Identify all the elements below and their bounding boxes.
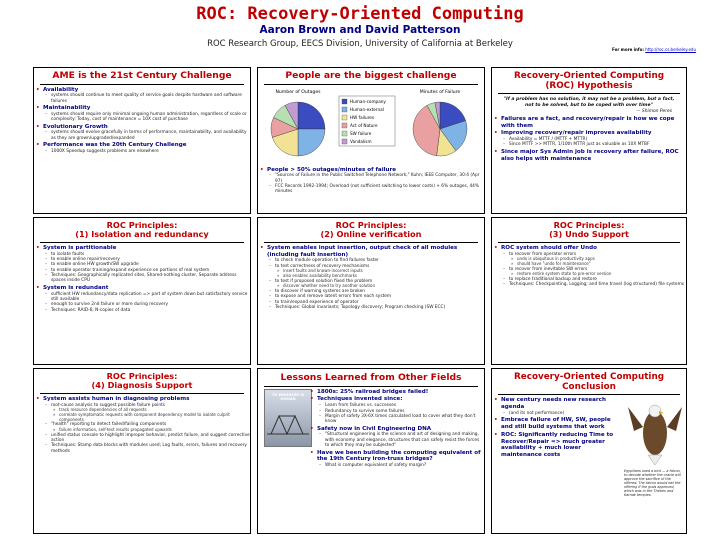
- panel-ame-title: AME is the 21st Century Challenge: [52, 70, 232, 81]
- undo-bullet: • ROC system should offer Undo – to recover from operator errors » undo is ubiquitous in productivity apps » should have "undo for maintenance" – to recover from inevitable SW errors » restore entire system state to pre-error version – to replace traditional backup and restore – Techniques: Checkpointing, Logging; and time travel (log structured) file systems: [501, 245, 686, 288]
- panel-undo-title-2: (3) Undo Support: [549, 229, 629, 240]
- sub-bullet-item: – Since MTTF >> MTTR, 1/10th MTTR just as valuable as 10X MTBF: [509, 142, 686, 147]
- undo-sub: – to recover from inevitable SW errors » restore entire system state to pre-error version: [509, 267, 686, 277]
- online-sub: – to discover if warning systems are broken: [275, 289, 484, 294]
- online-sub: – to check module operation to find failures faster: [275, 258, 484, 263]
- poster-affiliation: ROC Research Group, EECS Division, University of California at Berkeley: [207, 39, 513, 49]
- sub-bullet-item: – enough to survive 2nd failure or more during recovery: [51, 302, 250, 307]
- legend-label: Act of Nature: [350, 122, 378, 128]
- sub-bullet-item: – Margin of safety 3X-6X times calculated load to cover what they don't know: [325, 414, 484, 425]
- panel-diagnosis: [33, 368, 251, 534]
- diagnosis-sub: – unified status console to highlight improper behavior, predict failure, and suggest corrective action: [51, 433, 250, 444]
- legend-label: Human-external: [350, 106, 384, 112]
- pie-title: Minutes of Failure: [419, 89, 461, 95]
- online-sub: – to expose and remove latent errors from each system: [275, 294, 484, 299]
- panel-conclusion-title-1: Recovery-Oriented Computing: [513, 372, 665, 382]
- diagnosis-sub: – "health" reporting to detect failed/failing components » failure information, self-test results propagated upwards: [51, 422, 250, 432]
- legend-swatch: [342, 107, 347, 112]
- bullet-item: • Performance was the 20th Century Challenge – 1000X Speedup suggests problems are elsewhere: [43, 142, 250, 154]
- panel-hypothesis: [491, 67, 687, 214]
- undo-sub: – Techniques: Checkpointing, Logging; and time travel (log structured) file systems: [509, 282, 686, 287]
- panel-diagnosis-title-1: ROC Principles:: [106, 371, 178, 381]
- sub-bullet-item: – Techniques: RAID-6; N-copies of data: [51, 308, 250, 313]
- online-sub: – to test if proposed solution fixed the problem » discover whether need to try another solution: [275, 279, 484, 289]
- online-sub: – Techniques: Global invariants; Topology discovery; Program checking (SW ECC): [275, 305, 484, 310]
- panel-diagnosis-list: [34, 396, 250, 454]
- undo-subsub: » should have "undo for maintenance": [517, 262, 686, 267]
- legend-label: HW failures: [350, 114, 375, 120]
- sub-bullet-item: – sufficient HW redundancy/data replication => part of system down but satisfactory service still available: [51, 292, 250, 303]
- diagnosis-subsub: » failure information, self-test results propagated upwards: [59, 428, 250, 433]
- bullet-item: • Improving recovery/repair improves availability – Availability = MTTF / (MTTF + MTTR) – Since MTTF >> MTTR, 1/10th MTTR just as valuable as 10X MTBF: [501, 130, 686, 148]
- pie-charts: [258, 85, 482, 165]
- peres-quote-author: — Shimon Peres: [636, 108, 672, 114]
- sub-bullet-item: – systems should require only minimal ongoing human administration, regardless of scale or complexity: Today, cost of maintenance = 10X cost of purchase: [51, 112, 250, 123]
- bridge-illustration: [265, 404, 311, 444]
- more-info-link[interactable]: http://roc.cs.berkeley.edu: [645, 47, 697, 52]
- sub-bullet-item: – "Sources of Failure in the Public Switched Telephone Network," Kuhn; IEEE Computer, 30:4 (Apr 97): [275, 173, 484, 184]
- diagnosis-bullet: • System assists human in diagnosing problems – root-cause analysis to suggest possible failure points » track resource dependencies of all requests » correlate symptomatic requests with component dependency model to isolate culprit components – "health" reporting to detect failed/failing components » failure information, self-test results propagated upwards – unified status console to highlight improper behavior, predict failure, and suggest corrective action – Techniques: Stamp data blocks with modules used; Log faults, errors, failures and recovery methods: [43, 396, 250, 454]
- online-sub: – to test correctness of recovery mechanisms » insert faults and known-incorrect inputs » also enables availability benchmarks: [275, 264, 484, 279]
- eagle-caption: Egyptians used a bird — a falcon, to decode whether the oracle will approve the sacrifice of the offered. The falcon would eat the offering if the gods approved, which was in the Thebes and Karnak temples.: [624, 469, 681, 498]
- bullet-item: • Techniques invented since: – Learn from failures vs. successes – Redundancy to survive some failures – Margin of safety 3X-6X times calculated load to cover what they don't know: [317, 396, 484, 424]
- diagnosis-sub: – root-cause analysis to suggest possible failure points » track resource dependencies of all requests » correlate symptomatic requests with component dependency model to isolate culprit components: [51, 403, 250, 423]
- diagnosis-subsub: » correlate symptomatic requests with component dependency model to isolate culprit components: [59, 413, 250, 423]
- undo-sub: – to recover from operator errors » undo is ubiquitous in productivity apps » should have "undo for maintenance": [509, 252, 686, 267]
- diagnosis-sub: – Techniques: Stamp data blocks with modules used; Log faults, errors, failures and recovery methods: [51, 443, 250, 454]
- panel-conclusion-title-2: Conclusion: [562, 382, 616, 393]
- online-subsub: » also enables availability benchmarks: [283, 274, 484, 279]
- bullet-item: • Availability – systems should continue to meet quality of service goals despite hardware and software failures: [43, 87, 250, 105]
- poster-title: ROC: Recovery-Oriented Computing: [196, 4, 524, 24]
- panel-lessons-title: Lessons Learned from Other Fields: [280, 372, 462, 383]
- peres-quote: "If a problem has no solution, it may not be a problem, but a fact, not to be solved, but to be coped with over time": [503, 97, 675, 108]
- panel-people: [257, 67, 485, 214]
- panel-people-list: [258, 167, 484, 195]
- diagnosis-subsub: » track resource dependencies of all requests: [59, 408, 250, 413]
- bullet-item: • People > 50% outages/minutes of failure – "Sources of Failure in the Public Switched Telephone Network," Kuhn; IEEE Computer, 30:4 (Apr 97) – FCC Records 1992-1994; Overload (not sufficient switching to lower costs) + 6% outages, 44% minutes: [267, 167, 484, 195]
- panel-diagnosis-title-2: (4) Diagnosis Support: [91, 380, 193, 391]
- panel-undo-title-1: ROC Principles:: [553, 220, 625, 230]
- bullet-item: • Have we been building the computing equivalent of the 19th Century iron-truss bridges? – What is computer equivalent of safety margin?: [317, 450, 484, 469]
- bullet-item: • Failures are a fact, and recovery/repair is how we cope with them: [501, 116, 686, 130]
- bullet-item: • System is redundant – sufficient HW redundancy/data replication => part of system down but satisfactory service still available – enough to survive 2nd failure or more during recovery – Techniques: RAID-6; N-copies of data: [43, 285, 250, 313]
- panel-online-list: [258, 245, 484, 311]
- sub-bullet-item: – Availability = MTTF / (MTTF + MTTR): [509, 137, 686, 142]
- bullet-item: • ROC: Significantly reducing Time to Recover/Repair => much greater availability + much lower maintenance costs: [501, 432, 619, 459]
- bullet-item: • Since major Sys Admin job is recovery after failure, ROC also helps with maintenance: [501, 149, 686, 163]
- sub-bullet-item: – Techniques: Geographically replicated sites, Shared-nothing cluster, Separate address spaces inside CPU: [51, 273, 250, 284]
- sub-bullet-item: – (and its not performance): [509, 411, 619, 416]
- undo-subsub: » undo is ubiquitous in productivity apps: [517, 257, 686, 262]
- bullet-item: • 1800s: 25% railroad bridges failed!: [317, 389, 484, 396]
- sub-bullet-item: – to enable online repair/recovery: [51, 257, 250, 262]
- bullet-item: • Safety now in Civil Engineering DNA – "Structural engineering is the science and art of designing and making, with economy and elegance, structures that can safely resist the forces to which they may be subjected": [317, 426, 484, 449]
- panel-hypothesis-title-2: (ROC) Hypothesis: [545, 81, 633, 92]
- panel-online: [257, 217, 485, 365]
- book-cover-image: [264, 389, 312, 447]
- bullet-item: • Maintainability – systems should require only minimal ongoing human administration, regardless of scale or complexity: Today, cost of maintenance = 10X cost of purchase: [43, 105, 250, 123]
- bullet-item: • System is partitionable – to isolate faults – to enable online repair/recovery – to enable online HW growth/SW upgrade – to enable operator training/expand experience on portions of real system – Techniques: Geographically replicated sites, Shared-nothing cluster, Separate address spaces inside CPU: [43, 245, 250, 284]
- sub-bullet-item: – Learn from failures vs. successes: [325, 403, 484, 408]
- online-subsub: » insert faults and known-incorrect inputs: [283, 269, 484, 274]
- sub-bullet-item: – to enable online HW growth/SW upgrade: [51, 262, 250, 267]
- panel-conclusion: [491, 368, 687, 534]
- pie-slice: [298, 129, 325, 156]
- panel-undo: [491, 217, 687, 365]
- bullet-item: • Evolutionary Growth – systems should evolve gracefully in terms of performance, maintainability, and availability as they are grown/upgraded/expanded: [43, 124, 250, 142]
- sub-bullet-item: – Redundancy to survive some failures: [325, 409, 484, 414]
- panel-online-title-1: ROC Principles:: [335, 220, 407, 230]
- bullet-item: • Embrace failure of HW, SW, people and still build systems that work: [501, 417, 619, 431]
- panel-undo-list: [492, 245, 686, 288]
- legend-swatch: [342, 123, 347, 128]
- panel-people-title: People are the biggest challenge: [285, 70, 457, 81]
- sub-bullet-item: – to isolate faults: [51, 252, 250, 257]
- legend-label: SW failure: [350, 130, 372, 136]
- more-info: For more info: http://roc.cs.berkeley.edu: [612, 47, 697, 52]
- online-subsub: » discover whether need to try another solution: [283, 284, 484, 289]
- pie-slice: [298, 102, 325, 129]
- legend-label: Human-company: [350, 98, 386, 104]
- panel-conclusion-list: [492, 397, 619, 459]
- pie-charts-area: [258, 85, 484, 165]
- sub-bullet-item: – to enable operator training/expand experience on portions of real system: [51, 268, 250, 273]
- sub-bullet-item: – systems should continue to meet quality of service goals despite hardware and software failures: [51, 93, 250, 104]
- panel-isolation: [33, 217, 251, 365]
- panel-lessons-list: [308, 389, 484, 469]
- sub-bullet-item: – FCC Records 1992-1994; Overload (not sufficient switching to lower costs) + 6% outages, 44% minutes: [275, 184, 484, 195]
- online-sub: – to train/expand experience of operator: [275, 300, 484, 305]
- sub-bullet-item: – What is computer equivalent of safety margin?: [325, 463, 484, 468]
- legend-swatch: [342, 139, 347, 144]
- undo-subsub: » restore entire system state to pre-error version: [517, 272, 686, 277]
- panel-isolation-list: [34, 245, 250, 313]
- poster-authors: Aaron Brown and David Patterson: [259, 24, 461, 36]
- panel-online-title-2: (2) Online verification: [320, 229, 422, 240]
- panel-lessons: [257, 368, 485, 534]
- panel-hypothesis-list: [492, 116, 686, 163]
- legend-swatch: [342, 99, 347, 104]
- legend-swatch: [342, 131, 347, 136]
- book-cover-title: TO ENGINEER IS HUMAN: [271, 393, 305, 401]
- eagle-image: [626, 397, 684, 467]
- bullet-item: • New century needs new research agenda – (and its not performance): [501, 397, 619, 416]
- legend-label: Vandalism: [350, 138, 372, 144]
- sub-bullet-item: – systems should evolve gracefully in terms of performance, maintainability, and availability as they are grown/upgraded/expanded: [51, 130, 250, 141]
- sub-bullet-item: – 1000X Speedup suggests problems are elsewhere: [51, 149, 250, 154]
- undo-sub: – to replace traditional backup and restore: [509, 277, 686, 282]
- panel-ame-list: [34, 87, 250, 155]
- online-bullet: • System enables input insertion, output check of all modules (including fault insertion) – to check module operation to find failures faster – to test correctness of recovery mechanisms » insert faults and known-incorrect inputs » also enables availability benchmarks – to test if proposed solution fixed the problem » discover whether need to try another solution – to discover if warning systems are broken – to expose and remove latent errors from each system – to train/expand experience of operator – Techniques: Global invariants; Topology discovery; Program checking (SW ECC): [267, 245, 484, 311]
- panel-isolation-title-2: (1) Isolation and redundancy: [75, 229, 209, 240]
- legend-swatch: [342, 115, 347, 120]
- panel-ame: [33, 67, 251, 214]
- panel-isolation-title-1: ROC Principles:: [106, 220, 178, 230]
- pie-title: Number of Outages: [275, 89, 321, 95]
- panel-hypothesis-title-1: Recovery-Oriented Computing: [513, 71, 665, 81]
- sub-bullet-item: – "Structural engineering is the science and art of designing and making, with economy and elegance, structures that can safely resist the forces to which they may be subjected": [325, 432, 484, 448]
